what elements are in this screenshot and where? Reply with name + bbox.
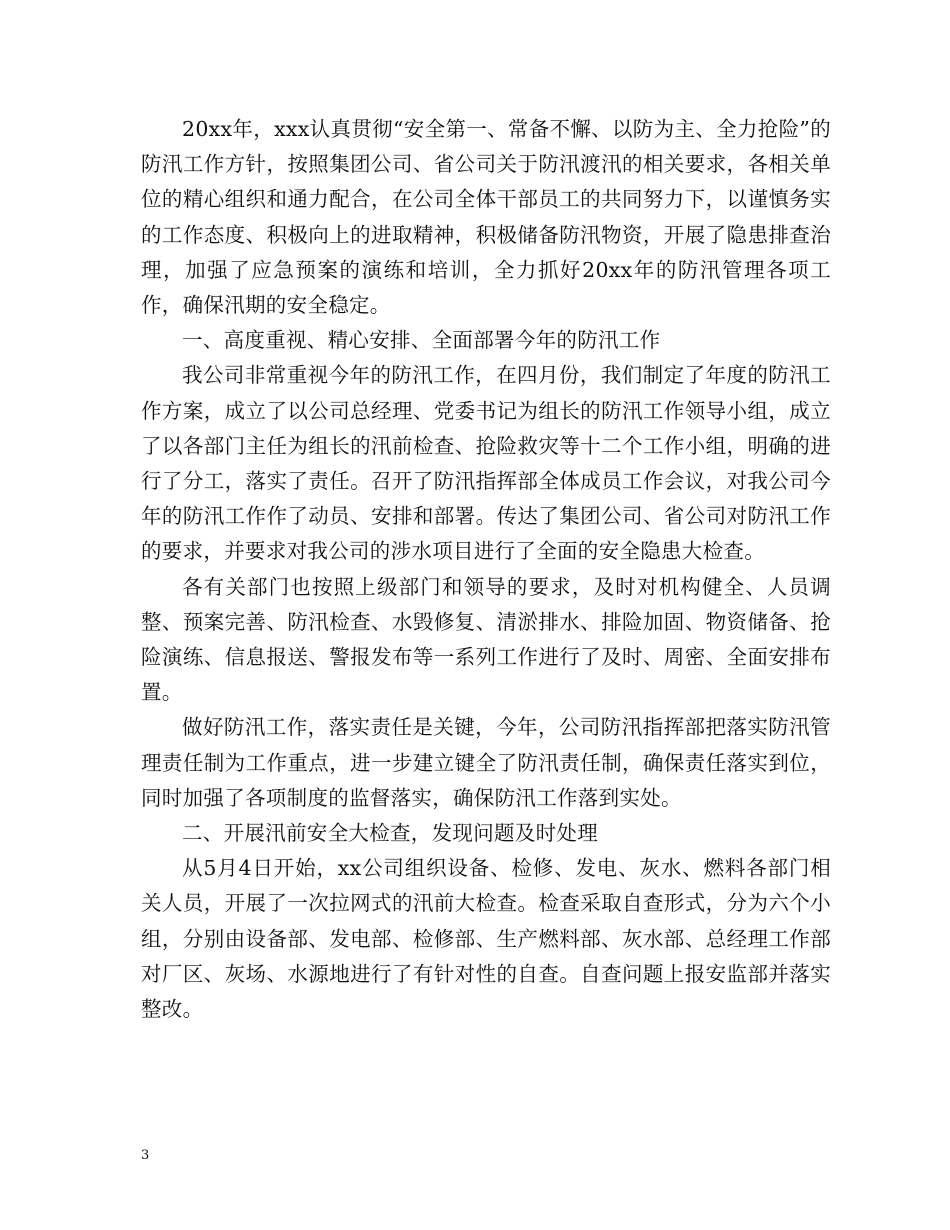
section-heading-1: 一、高度重视、精心安排、全面部署今年的防汛工作 [182, 328, 661, 353]
paragraph-section1-c: 做好防汛工作，落实责任是关键，今年，公司防汛指挥部把落实防汛管理责任制为工作重点，进一步建立键全了防汛责任制，确保责任落实到位，同时加强了各项制度的监督落实，确保防汛工作落到实处。 [141, 715, 831, 810]
page-number: 3 [141, 1148, 150, 1163]
section-heading-2: 二、开展汛前安全大检查，发现问题及时处理 [182, 821, 598, 846]
paragraph-section1-b: 各有关部门也按照上级部门和领导的要求，及时对机构健全、人员调整、预案完善、防汛检查、水毁修复、清淤排水、排险加固、物资储备、抢险演练、信息报送、警报发布等一系列工作进行了及时、周密、全面安排布置。 [141, 574, 831, 705]
paragraph-section1-a: 我公司非常重视今年的防汛工作，在四月份，我们制定了年度的防汛工作方案，成立了以公司总经理、党委书记为组长的防汛工作领导小组，成立了以各部门主任为组长的汛前检查、抢险救灾等十二个工作小组，明确的进行了分工，落实了责任。召开了防汛指挥部全体成员工作会议，对我公司今年的防汛工作作了动员、安排和部署。传达了集团公司、省公司对防汛工作的要求，并要求对我公司的涉水项目进行了全面的安全隐患大检查。 [141, 363, 831, 564]
document-body [141, 112, 831, 1027]
paragraph-intro: 20xx年，xxx认真贯彻“安全第一、常备不懈、以防为主、全力抢险”的防汛工作方针，按照集团公司、省公司关于防汛渡汛的相关要求，各相关单位的精心组织和通力配合，在公司全体干部员工的共同努力下，以谨慎务实的工作态度、积极向上的进取精神，积极储备防汛物资，开展了隐患排查治理，加强了应急预案的演练和培训，全力抓好20xx年的防汛管理各项工作，确保汛期的安全稳定。 [141, 117, 831, 318]
paragraph-section2-a: 从5月4日开始，xx公司组织设备、检修、发电、灰水、燃料各部门相关人员，开展了一次拉网式的汛前大检查。检查采取自查形式，分为六个小组，分别由设备部、发电部、检修部、生产燃料部、灰水部、总经理工作部对厂区、灰场、水源地进行了有针对性的自查。自查问题上报安监部并落实整改。 [141, 856, 831, 1022]
